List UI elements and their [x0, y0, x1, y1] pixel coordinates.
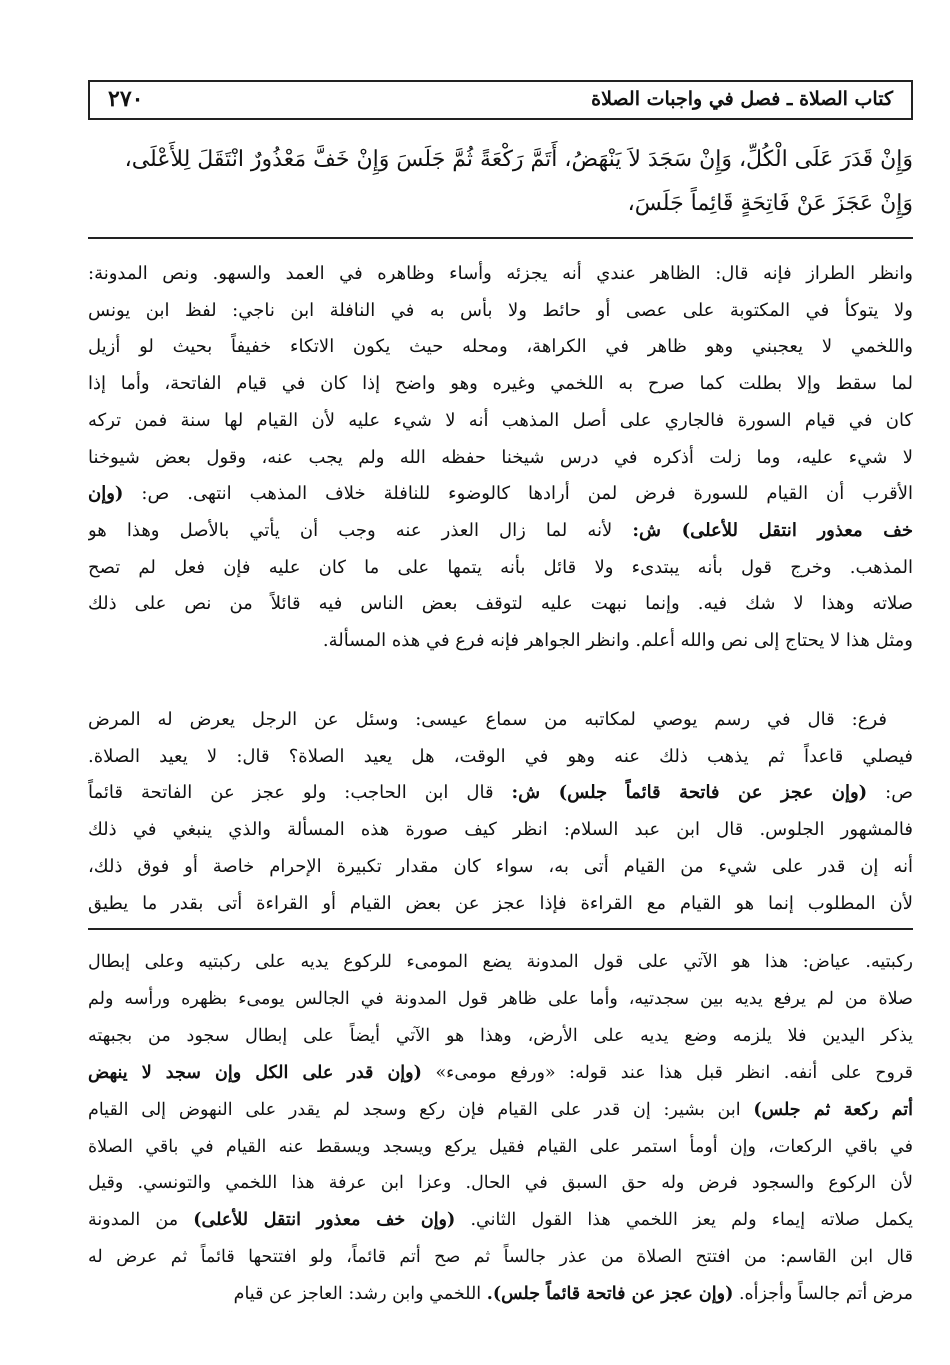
footnote-divider [88, 928, 913, 930]
quoted-matn: (وإن خف معذور انتقل للأعلى) [193, 1210, 456, 1231]
commentary-line [88, 775, 913, 812]
footnote-text: قروح على أنفه. انظر قبل هذا عند قوله: «ورفع مومىء» [435, 1062, 913, 1083]
quoted-matn: خف معذور انتقل للأعلى) ش: [632, 519, 913, 541]
commentary-line: فرع: قال في رسم يوصي لمكاتبه من سماع عيسى: وسئل عن الرجل يعرض له المرض [88, 709, 887, 730]
footnote-text: مرض أتم جالساً وأجزأه. [738, 1284, 913, 1305]
commentary-block-2 [88, 702, 913, 922]
commentary-line [88, 476, 913, 513]
commentary-line: لا شيء عليه، وما زلت أذكره في درس شيخنا حفظه الله ولم يجب عنه، وقول بعض شيوخنا [88, 446, 913, 468]
footnote-text: يكمل صلاته إيماء ولم يعز اللخمي هذا القول الثاني. [470, 1210, 913, 1231]
footnote-line: لأن الركوع والسجود فرض وله حق السبق في الحال. وعزا ابن عرفة هذا اللخمي والتونسي. وقيل [88, 1173, 913, 1194]
sad-marker: ص: [885, 782, 913, 804]
commentary-line: واللخمي لا يعجبني وهو ظاهر في الكراهة، ومحله حيث يكون الاتكاء خفيفاً بحيث لو أزيل [88, 336, 913, 358]
matn-line: وَإِنْ قَدَرَ عَلَى الْكُلِّ، وَإِنْ سَجَدَ لاَ يَنْهَضُ، أَتَمَّ رَكْعَةً ثُمَّ جَلَسَ وَإِنْ خَفَّ مَعْذُورٌ انْتَقَلَ لِلأَعْلَى، [124, 147, 913, 172]
commentary-line [88, 513, 913, 550]
footnote-line [88, 1202, 913, 1239]
divider-rule [88, 237, 913, 239]
footnote-text: من المدونة [88, 1210, 179, 1231]
quoted-matn: أتم ركعة ثم جلس) [753, 1099, 913, 1120]
quoted-matn: (وإن [88, 483, 124, 505]
footnote-line: يذكر اليدين فلا يلزمه وضع يديه على الأرض، وهذا هو الآتي أيضاً على إبطال سجود من بجبهته [88, 1025, 913, 1046]
commentary-block-1 [88, 256, 913, 660]
commentary-line: ومثل هذا لا يحتاج إلى نص والله أعلم. وانظر الجواهر فإنه فرع في هذه المسألة. [322, 630, 913, 652]
quoted-matn: (وإن عجز عن فاتحة قائماً جلس) ش: [511, 782, 868, 804]
footnote-text: ابن بشير: إن قدر على القيام فإن ركع وسجد لم يقدر على النهوض إلى القيام [88, 1099, 741, 1120]
footnote-line [88, 1276, 913, 1313]
page-number: ٢٧٠ [108, 86, 144, 112]
quoted-matn: (وإن قدر على الكل وإن سجد لا ينهض [88, 1062, 422, 1083]
footnote-line: في باقي الركعات، وإن أومأ استمر على القيام فقيل يركع ويسجد ويسقط عنه القيام في باقي الصلاة [88, 1136, 913, 1157]
footnote-line [88, 1092, 913, 1129]
footnote-line: صلاة من لم يرفع يديه بين سجدتيه، وأما على ظاهر قول المدونة في الجالس يومىء بظهره ورأسه ولم [88, 988, 913, 1009]
footnote-block [88, 944, 913, 1313]
commentary-line: فيصلي قاعداً ثم يذهب ذلك عنه وهو في الوقت، هل يعيد الصلاة؟ قال: لا يعيد الصلاة. [88, 745, 913, 767]
matn-line: وَإِنْ عَجَزَ عَنْ فَاتِحَةٍ قَائِماً جَلَسَ، [627, 191, 913, 216]
commentary-line: ولا يتوكأ في المكتوبة على عصى أو حائط ولا بأس به في النافلة ابن ناجي: لفظ ابن يونس [88, 299, 913, 321]
commentary-line: صلاته وهذا لا شك فيه. وإنما نبهت عليه لتوقف بعض الناس فيه قائلاً من نص على ذلك [88, 593, 913, 615]
commentary-line: وانظر الطراز فإنه قال: الظاهر عندي أنه يجزئه وأساء وظاهره في العمد والسهو. ونص المدونة: [88, 263, 913, 284]
commentary-line: أنه إن قدر على شيء من القيام أتى به، سواء كان مقدار تكبيرة الإحرام خاصة أو فوق ذلك، [88, 855, 913, 877]
footnote-line: قال ابن القاسم: من افتتح الصلاة من عذر جالساً ثم صح أتم قائماً، ولو افتتحها قائماً ثم عرض له [88, 1247, 913, 1268]
commentary-line: المذهب. وخرج قول بأنه يبتدىء ولا قائل بأنه يتمها على ما كان عليه فإن فعل لم تصح [88, 556, 913, 578]
quoted-matn: (وإن عجز عن فاتحة قائماً جلس). [486, 1284, 734, 1305]
commentary-text: قال ابن الحاجب: ولو عجز عن الفاتحة قائماً [88, 782, 494, 804]
chapter-title: كتاب الصلاة ـ فصل في واجبات الصلاة [591, 88, 893, 110]
commentary-text: الأقرب أن القيام للسورة فرض لمن أرادها كالوضوء للنافلة خلاف المذهب انتهى. ص: [141, 483, 913, 505]
page-header [88, 80, 913, 120]
matn-text [88, 138, 913, 226]
commentary-line: لما سقط وإلا بطلت كما صرح به اللخمي وغيره وهو واضح إذا كان في قيام الفاتحة، وأما إذا [88, 373, 913, 395]
footnote-text: اللخمي وابن رشد: العاجز عن قيام [233, 1284, 482, 1305]
footnote-line: ركبتيه. عياض: هذا هو الآتي على قول المدونة يضع المومىء للركوع يديه على ركبتيه وعلى إبطال [88, 952, 913, 972]
commentary-line: لأن المطلوب إنما هو القيام مع القراءة فإذا عجز عن بعض القيام أو القراءة أتى بقدر ما يطيق [88, 892, 913, 914]
footnote-line [88, 1055, 913, 1092]
commentary-line: كان في قيام السورة فالجاري على أصل المذهب أنه لا شيء عليه لأن القيام لها سنة فمن تركه [88, 409, 913, 431]
commentary-text: لأنه لما زال العذر عنه وجب أن يأتي بالأصل وهذا هو [88, 519, 613, 541]
commentary-line: فالمشهور الجلوس. قال ابن عبد السلام: انظر كيف صورة هذه المسألة والذي ينبغي في ذلك [88, 819, 913, 841]
